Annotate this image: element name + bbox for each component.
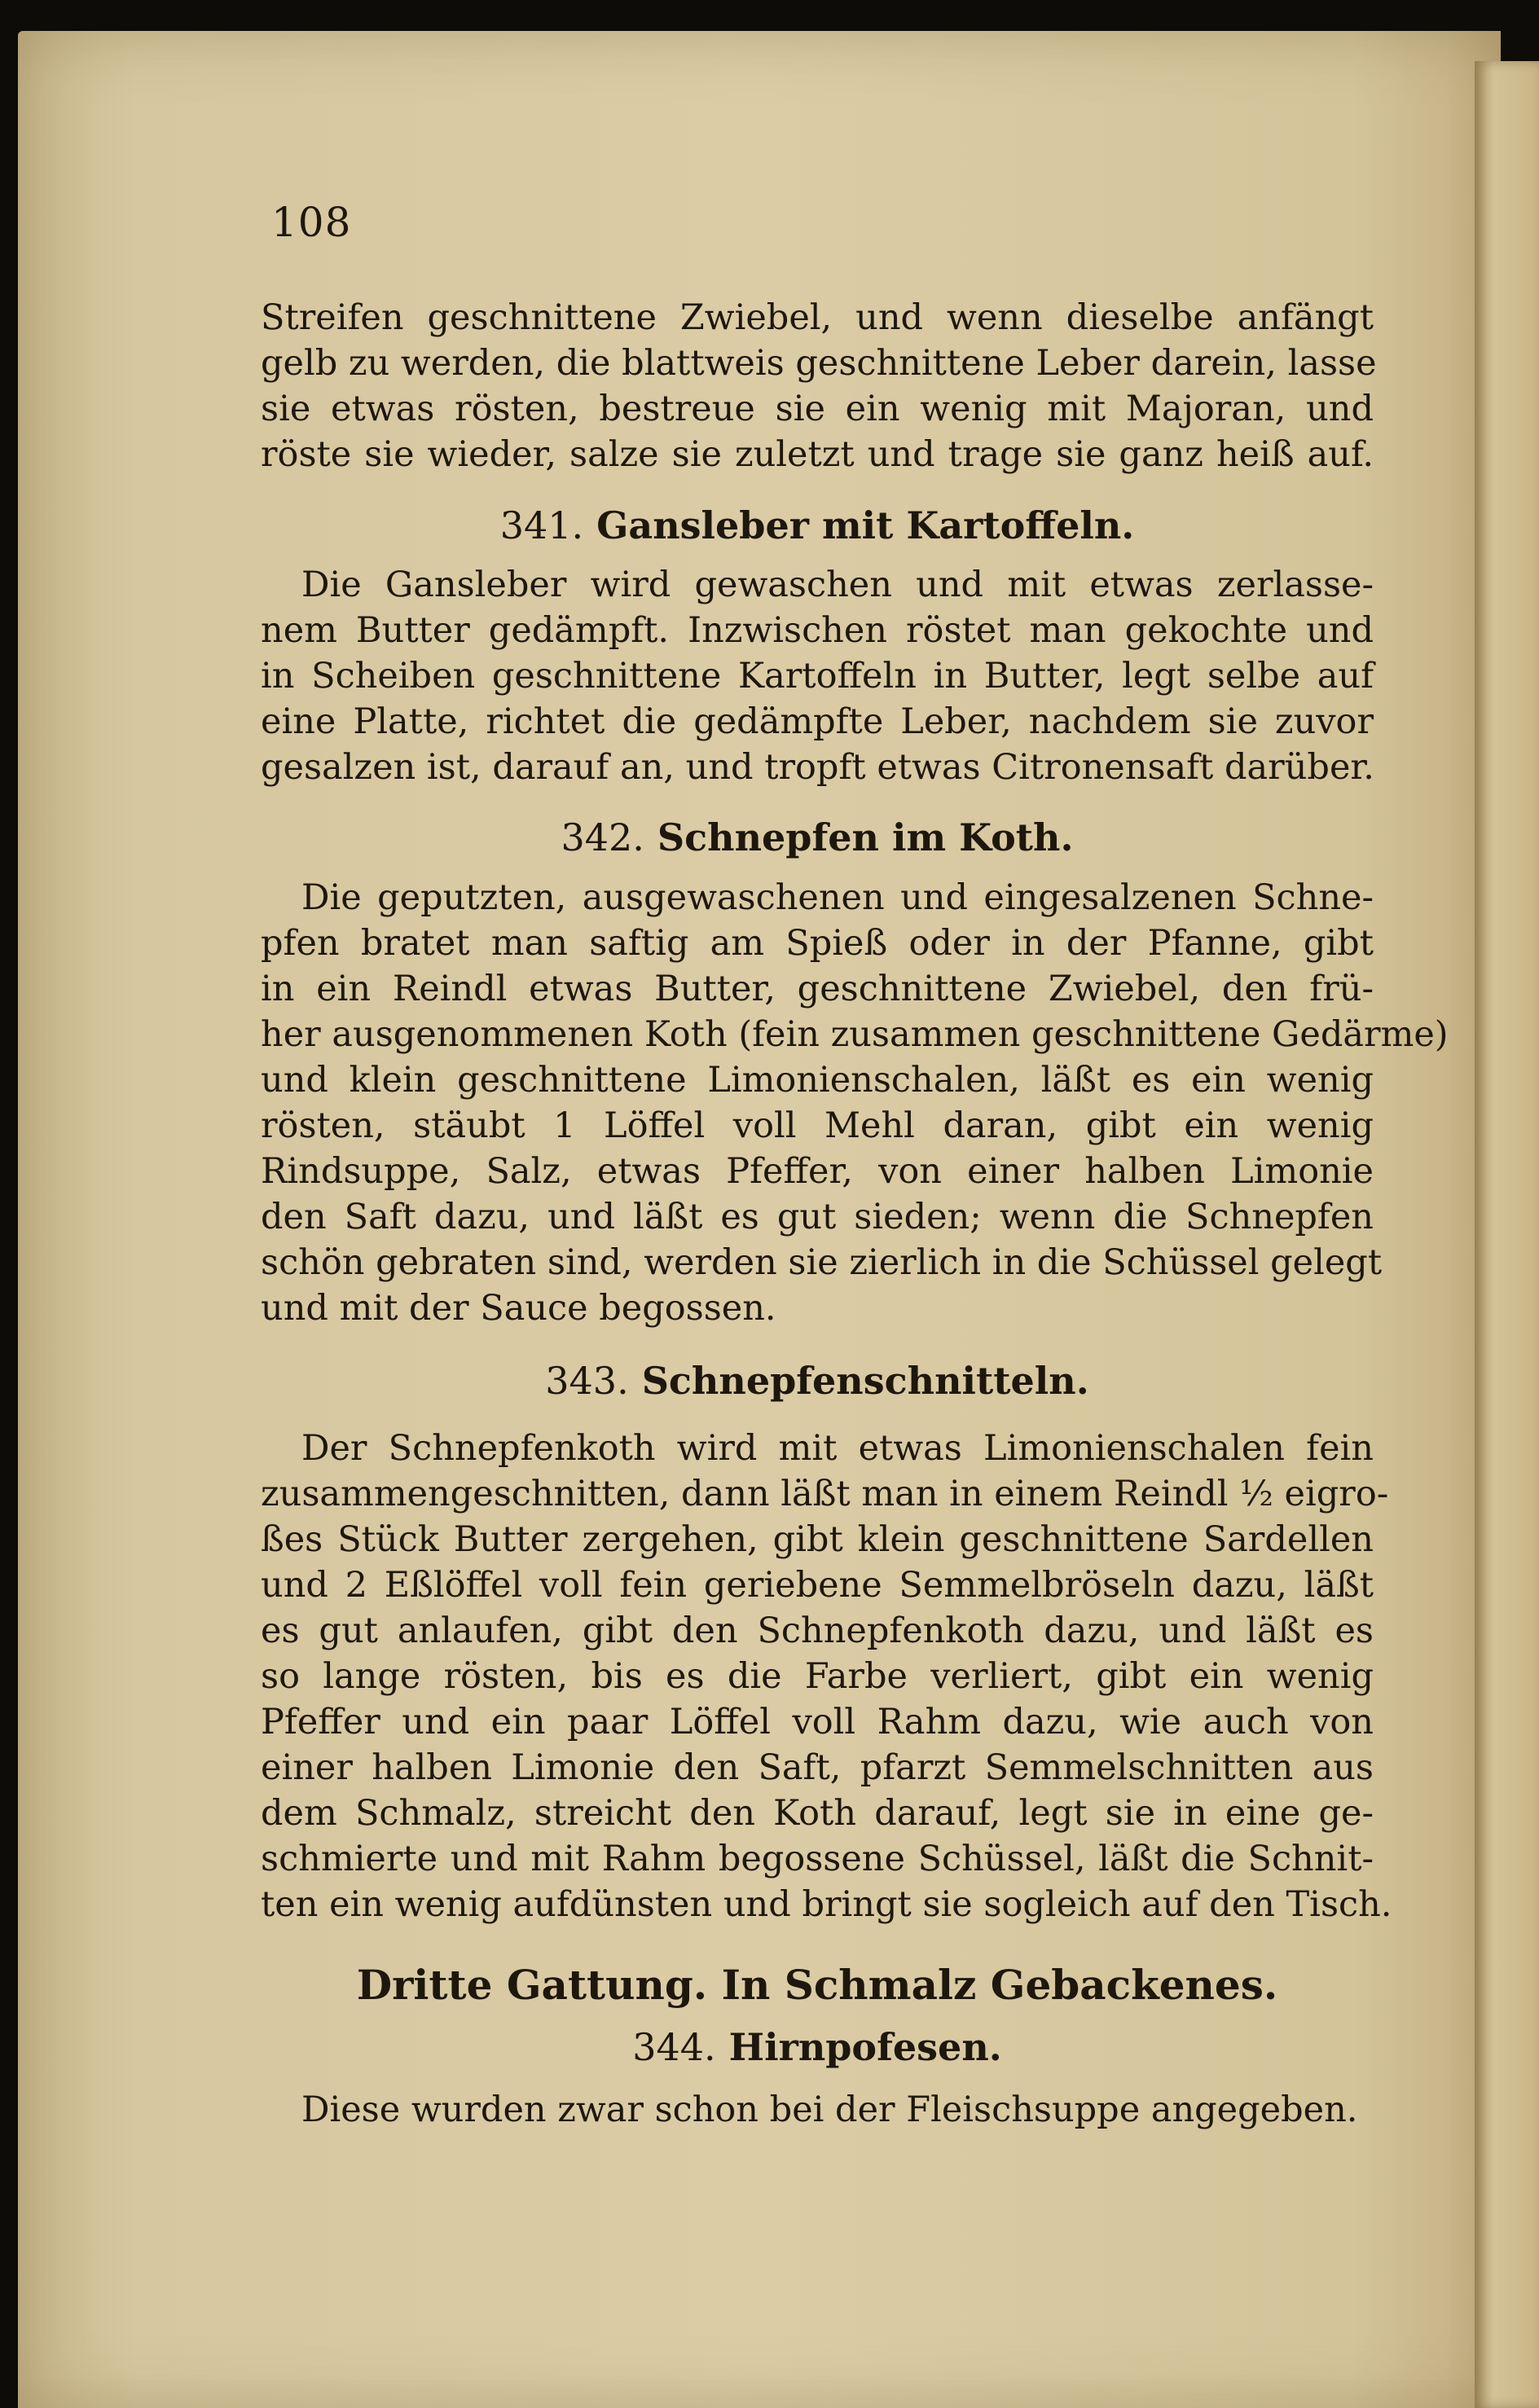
text-line: so lange rösten, bis es die Farbe verliert, gibt ein wenig	[261, 1656, 1374, 1697]
recipe-number: 344.	[632, 2025, 716, 2069]
text-line: Streifen geschnittene Zwiebel, und wenn dieselbe anfängt	[261, 297, 1374, 338]
recipe-number: 341.	[499, 503, 584, 547]
recipe-heading-344	[261, 2023, 1374, 2072]
text-line: schön gebraten sind, werden sie zierlich in die Schüssel gelegt	[261, 1242, 1383, 1283]
text-line: gelb zu werden, die blattweis geschnittene Leber darein, lasse	[261, 343, 1377, 384]
text-line: ßes Stück Butter zergehen, gibt klein geschnittene Sardellen	[261, 1519, 1374, 1560]
text-line: den Saft dazu, und läßt es gut sieden; wenn die Schnepfen	[261, 1197, 1374, 1237]
text-line: schmierte und mit Rahm begossene Schüssel, läßt die Schnit-	[261, 1839, 1374, 1879]
text-line: in ein Reindl etwas Butter, geschnittene Zwiebel, den frü-	[261, 969, 1374, 1009]
text-line: her ausgenommenen Koth (fein zusammen geschnittene Gedärme)	[261, 1014, 1449, 1055]
recipe-title: Gansleber mit Kartoffeln.	[596, 503, 1135, 547]
page-edge-shadow	[1475, 61, 1539, 2408]
text-line: Diese wurden zwar schon bei der Fleischsuppe angegeben.	[301, 2089, 1358, 2130]
text-line: gesalzen ist, darauf an, und tropft etwas Citronensaft darüber.	[261, 747, 1374, 788]
text-line: und 2 Eßlöffel voll fein geriebene Semmelbröseln dazu, läßt	[261, 1565, 1374, 1606]
text-line: Die geputzten, ausgewaschenen und eingesalzenen Schne-	[301, 877, 1374, 918]
recipe-title: Schnepfen im Koth.	[657, 815, 1074, 859]
text-line: zusammengeschnitten, dann läßt man in einem Reindl ½ eigro-	[261, 1474, 1389, 1514]
text-line: eine Platte, richtet die gedämpfte Leber, nachdem sie zuvor	[261, 701, 1374, 742]
recipe-heading-343	[261, 1356, 1374, 1405]
text-line: und klein geschnittene Limonienschalen, läßt es ein wenig	[261, 1060, 1374, 1101]
text-line: Die Gansleber wird gewaschen und mit etwas zerlasse-	[301, 565, 1374, 605]
text-line: nem Butter gedämpft. Inzwischen röstet man gekochte und	[261, 610, 1374, 651]
page-number: 108	[271, 199, 352, 246]
text-line: pfen bratet man saftig am Spieß oder in der Pfanne, gibt	[261, 923, 1374, 964]
text-line: rösten, stäubt 1 Löffel voll Mehl daran, gibt ein wenig	[261, 1105, 1374, 1146]
text-line: es gut anlaufen, gibt den Schnepfenkoth dazu, und läßt es	[261, 1610, 1374, 1651]
section-heading: Dritte Gattung. In Schmalz Gebackenes.	[356, 1961, 1278, 2009]
text-line: Pfeffer und ein paar Löffel voll Rahm dazu, wie auch von	[261, 1702, 1374, 1742]
recipe-number: 343.	[545, 1359, 629, 1403]
text-line: Der Schnepfenkoth wird mit etwas Limonienschalen fein	[301, 1428, 1374, 1469]
text-line: Rindsuppe, Salz, etwas Pfeffer, von einer halben Limonie	[261, 1151, 1374, 1192]
recipe-title: Schnepfenschnitteln.	[641, 1359, 1089, 1403]
text-line: ten ein wenig aufdünsten und bringt sie sogleich auf den Tisch.	[261, 1884, 1392, 1925]
recipe-heading-342	[261, 813, 1374, 862]
text-line: einer halben Limonie den Saft, pfarzt Semmelschnitten aus	[261, 1747, 1374, 1788]
text-line: dem Schmalz, streicht den Koth darauf, legt sie in eine ge-	[261, 1793, 1374, 1834]
text-line: und mit der Sauce begossen.	[261, 1288, 776, 1329]
recipe-number: 342.	[561, 815, 644, 859]
text-line: in Scheiben geschnittene Kartoffeln in Butter, legt selbe auf	[261, 656, 1374, 696]
recipe-title: Hirnpofesen.	[728, 2025, 1002, 2069]
recipe-heading-341	[261, 501, 1374, 550]
text-line: sie etwas rösten, bestreue sie ein wenig mit Majoran, und	[261, 389, 1374, 429]
text-line: röste sie wieder, salze sie zuletzt und trage sie ganz heiß auf.	[261, 434, 1374, 475]
